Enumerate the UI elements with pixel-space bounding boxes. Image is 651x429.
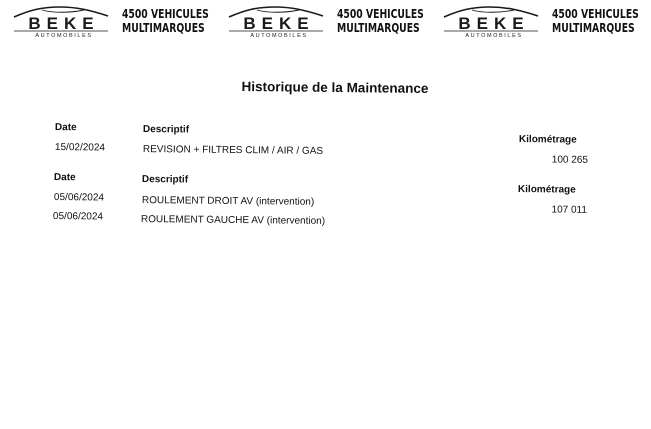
logo-subtitle-text: AUTOMOBILES — [465, 33, 523, 39]
logo-block — [442, 4, 651, 40]
tagline-line2: MULTIMARQUES — [122, 20, 205, 35]
tagline-line1: 4500 VEHICULES — [122, 6, 209, 21]
record-description: REVISION + FILTRES CLIM / AIR / GAS — [142, 144, 324, 157]
logo-subtitle-text: AUTOMOBILES — [250, 33, 308, 39]
description-column-header: Descriptif — [141, 174, 189, 186]
record-mileage: 100 265 — [551, 154, 588, 166]
mileage-column-header: Kilométrage — [518, 134, 577, 146]
record-date: 15/02/2024 — [54, 142, 106, 154]
logo-brand-text: BEKE — [28, 14, 100, 33]
tagline-line2: MULTIMARQUES — [337, 20, 420, 35]
record-date: 05/06/2024 — [53, 192, 105, 204]
tagline-line2: MULTIMARQUES — [552, 20, 635, 35]
beke-logo — [227, 4, 327, 40]
beke-logo — [442, 4, 542, 40]
beke-logo — [12, 4, 112, 40]
logo-subtitle-text: AUTOMOBILES — [35, 33, 93, 39]
tagline-line1: 4500 VEHICULES — [552, 6, 639, 21]
record-description: ROULEMENT GAUCHE AV (intervention) — [140, 214, 326, 227]
header-banner — [0, 2, 651, 42]
page-title: Historique de la Maintenance — [241, 79, 429, 96]
record-mileage: 107 011 — [551, 204, 587, 216]
logo-brand-text: BEKE — [458, 14, 530, 33]
date-column-header: Date — [54, 122, 77, 134]
logo-block — [227, 4, 437, 40]
mileage-column-header: Kilométrage — [517, 184, 576, 196]
record-date: 05/06/2024 — [52, 211, 104, 223]
logo-block — [12, 4, 222, 40]
banner-tagline — [122, 6, 209, 35]
banner-tagline — [552, 6, 639, 35]
tagline-line1: 4500 VEHICULES — [337, 6, 424, 21]
banner-tagline — [337, 6, 424, 35]
record-description: ROULEMENT DROIT AV (intervention) — [141, 195, 315, 208]
description-column-header: Descriptif — [142, 124, 190, 136]
logo-brand-text: BEKE — [243, 14, 315, 33]
date-column-header: Date — [53, 172, 76, 184]
